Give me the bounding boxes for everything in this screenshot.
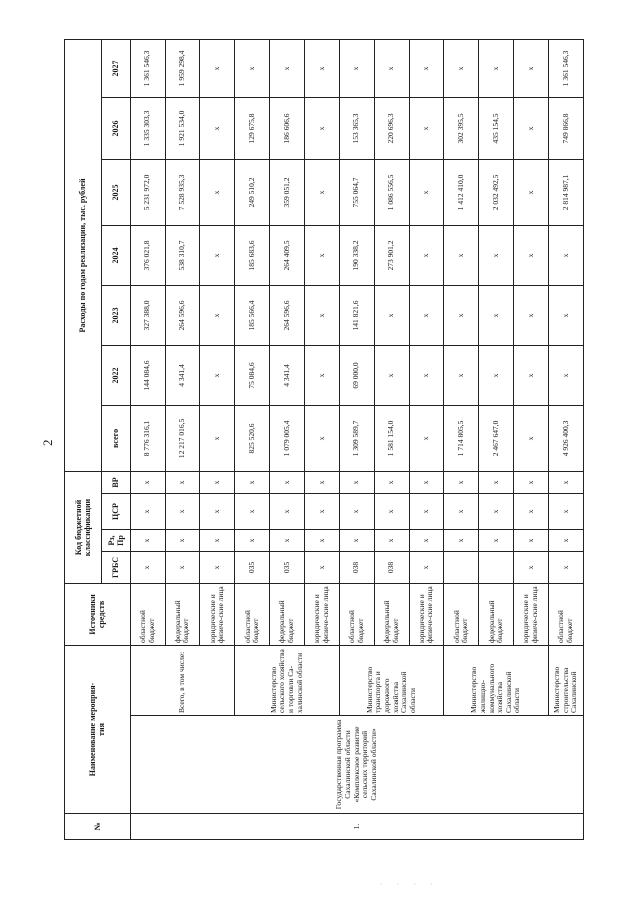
year-value: х	[304, 345, 339, 405]
csr-code: х	[409, 493, 444, 529]
year-value: х	[409, 285, 444, 345]
rzpr-code: х	[339, 529, 374, 551]
year-value: х	[514, 345, 549, 405]
vr-code: х	[374, 471, 409, 493]
vr-code: х	[200, 471, 235, 493]
year-value: х	[339, 39, 374, 97]
rzpr-code: х	[514, 529, 549, 551]
grbs-code	[479, 551, 514, 583]
funding-source: юридические и физиче-ские лица	[514, 583, 549, 645]
year-value: х	[409, 159, 444, 225]
total-value: 8 776 316,1	[130, 405, 165, 471]
year-value: х	[444, 225, 479, 285]
year-value: 376 021,8	[130, 225, 165, 285]
funding-source: юридические и физиче-ские лица	[304, 583, 339, 645]
year-value: 1 959 298,4	[165, 39, 200, 97]
year-value: х	[548, 225, 583, 285]
year-value: х	[479, 285, 514, 345]
total-value: 4 926 400,3	[548, 405, 583, 471]
grbs-code: х	[514, 551, 549, 583]
col-year-header: 2022	[101, 345, 130, 405]
csr-code: х	[514, 493, 549, 529]
year-value: 185 683,6	[235, 225, 270, 285]
year-value: 185 566,4	[235, 285, 270, 345]
table-row	[130, 39, 165, 839]
funding-source: областной бюджет	[339, 583, 374, 645]
col-csr-header: ЦСР	[101, 493, 130, 529]
funding-source: федеральный бюджет	[479, 583, 514, 645]
year-value: 273 901,2	[374, 225, 409, 285]
rzpr-code: х	[235, 529, 270, 551]
year-value: 69 000,0	[339, 345, 374, 405]
vr-code: х	[479, 471, 514, 493]
col-year-header: 2024	[101, 225, 130, 285]
year-value: 144 084,6	[130, 345, 165, 405]
year-value: х	[548, 345, 583, 405]
funding-source: федеральный бюджет	[374, 583, 409, 645]
year-value: 75 084,6	[235, 345, 270, 405]
year-value: х	[270, 39, 305, 97]
vr-code: х	[165, 471, 200, 493]
funding-source: юридические и физиче-ские лица	[200, 583, 235, 645]
col-year-header: 2027	[101, 39, 130, 97]
rzpr-code: х	[374, 529, 409, 551]
year-value: 249 510,2	[235, 159, 270, 225]
total-value: 2 467 647,0	[479, 405, 514, 471]
year-value: 264 409,5	[270, 225, 305, 285]
year-value: 435 154,5	[479, 97, 514, 159]
vr-code: х	[339, 471, 374, 493]
year-value: 538 310,7	[165, 225, 200, 285]
total-value: х	[409, 405, 444, 471]
csr-code: х	[200, 493, 235, 529]
vr-code: х	[514, 471, 549, 493]
year-value: х	[409, 39, 444, 97]
year-value: 141 821,6	[339, 285, 374, 345]
year-value: 2 814 987,1	[548, 159, 583, 225]
total-value: х	[200, 405, 235, 471]
year-value: 5 231 972,0	[130, 159, 165, 225]
year-value: х	[304, 39, 339, 97]
year-value: х	[409, 97, 444, 159]
col-grbs-header: ГРБС	[101, 551, 130, 583]
funding-source: областной бюджет	[130, 583, 165, 645]
csr-code: х	[165, 493, 200, 529]
vr-code: х	[304, 471, 339, 493]
year-value: 153 365,3	[339, 97, 374, 159]
year-value: 1 086 556,5	[374, 159, 409, 225]
grbs-code: х	[165, 551, 200, 583]
col-total-header: всего	[101, 405, 130, 471]
vr-code: х	[270, 471, 305, 493]
year-value: х	[235, 39, 270, 97]
rzpr-code: х	[444, 529, 479, 551]
year-value: 186 606,6	[270, 97, 305, 159]
year-value: х	[444, 39, 479, 97]
grbs-code: 035	[235, 551, 270, 583]
year-value: х	[444, 285, 479, 345]
year-value: 1 335 303,3	[130, 97, 165, 159]
col-year-header: 2025	[101, 159, 130, 225]
budget-table	[64, 39, 584, 840]
year-value: 264 596,6	[165, 285, 200, 345]
csr-code: х	[339, 493, 374, 529]
csr-code: х	[548, 493, 583, 529]
year-value: х	[479, 345, 514, 405]
col-year-header: 2023	[101, 285, 130, 345]
program-name: Государственная программа Сахалинской области «Комплексное развитие сельских территорий Сахалинской области»	[130, 716, 583, 814]
year-value: х	[304, 97, 339, 159]
vr-code: х	[444, 471, 479, 493]
year-value: х	[409, 225, 444, 285]
col-expenses-group-header: Расходы по годам реализации, тыс. рублей	[65, 39, 102, 471]
year-value: х	[200, 97, 235, 159]
vr-code: х	[130, 471, 165, 493]
rzpr-code: х	[270, 529, 305, 551]
year-value: 4 341,4	[165, 345, 200, 405]
year-value: х	[479, 225, 514, 285]
grbs-code: х	[409, 551, 444, 583]
total-value: 12 217 016,5	[165, 405, 200, 471]
funding-source: юридические и физиче-ские лица	[409, 583, 444, 645]
grbs-code: х	[130, 551, 165, 583]
year-value: х	[200, 159, 235, 225]
vr-code: х	[548, 471, 583, 493]
year-value: х	[304, 225, 339, 285]
rotated-page-content	[64, 40, 584, 840]
vr-code: х	[409, 471, 444, 493]
csr-code: х	[479, 493, 514, 529]
grbs-code	[444, 551, 479, 583]
total-value: 1 581 154,0	[374, 405, 409, 471]
header-row-1	[65, 39, 102, 839]
year-value: х	[304, 159, 339, 225]
executor-label: Министерство строительства Сахалинской	[548, 645, 583, 715]
year-value: х	[444, 345, 479, 405]
grbs-code: 038	[339, 551, 374, 583]
rzpr-code: х	[165, 529, 200, 551]
rzpr-code: х	[130, 529, 165, 551]
csr-code: х	[304, 493, 339, 529]
rzpr-code: х	[409, 529, 444, 551]
year-value: 302 395,5	[444, 97, 479, 159]
csr-code: х	[444, 493, 479, 529]
year-value: 1 361 546,3	[130, 39, 165, 97]
grbs-code: 038	[374, 551, 409, 583]
year-value: 220 696,3	[374, 97, 409, 159]
col-year-header: 2026	[101, 97, 130, 159]
funding-source: областной бюджет	[548, 583, 583, 645]
year-value: х	[374, 345, 409, 405]
year-value: х	[200, 345, 235, 405]
funding-source: федеральный бюджет	[270, 583, 305, 645]
col-vr-header: ВР	[101, 471, 130, 493]
grbs-code: 035	[270, 551, 305, 583]
year-value: 1 361 546,3	[548, 39, 583, 97]
total-value: 1 714 805,5	[444, 405, 479, 471]
year-value: х	[514, 39, 549, 97]
vr-code: х	[235, 471, 270, 493]
year-value: х	[479, 39, 514, 97]
year-value: х	[409, 345, 444, 405]
year-value: х	[374, 285, 409, 345]
executor-label: Всего, в том числе:	[130, 645, 235, 715]
col-sources-header: Источники средств	[65, 583, 131, 645]
year-value: х	[200, 285, 235, 345]
scan-noise: · · · ·	[380, 880, 439, 889]
total-value: 825 520,6	[235, 405, 270, 471]
year-value: х	[514, 225, 549, 285]
year-value: х	[514, 97, 549, 159]
funding-source: федеральный бюджет	[165, 583, 200, 645]
csr-code: х	[235, 493, 270, 529]
year-value: 749 866,8	[548, 97, 583, 159]
year-value: х	[514, 159, 549, 225]
year-value: 755 064,7	[339, 159, 374, 225]
col-number-header: №	[65, 814, 131, 840]
total-value: 1 309 589,7	[339, 405, 374, 471]
funding-source: областной бюджет	[444, 583, 479, 645]
year-value: 190 338,2	[339, 225, 374, 285]
rzpr-code: х	[200, 529, 235, 551]
year-value: 359 051,2	[270, 159, 305, 225]
funding-source: областной бюджет	[235, 583, 270, 645]
year-value: 2 032 492,5	[479, 159, 514, 225]
grbs-code: х	[304, 551, 339, 583]
executor-label: Министерство транспорта и дорожного хозяйства Сахалинской области	[339, 645, 444, 715]
year-value: 1 921 534,0	[165, 97, 200, 159]
year-value: х	[200, 39, 235, 97]
row-number: 1.	[130, 814, 583, 840]
total-value: х	[304, 405, 339, 471]
rzpr-code: х	[304, 529, 339, 551]
year-value: 129 675,8	[235, 97, 270, 159]
page-number: 2	[40, 439, 55, 446]
year-value: х	[200, 225, 235, 285]
csr-code: х	[270, 493, 305, 529]
col-rzpr-header: Рз, Пр	[101, 529, 130, 551]
csr-code: х	[130, 493, 165, 529]
col-name-header: Наименование мероприя- тия	[65, 645, 131, 813]
rzpr-code: х	[548, 529, 583, 551]
year-value: х	[514, 285, 549, 345]
grbs-code: х	[548, 551, 583, 583]
year-value: х	[548, 285, 583, 345]
year-value: 264 596,6	[270, 285, 305, 345]
grbs-code: х	[200, 551, 235, 583]
year-value: 1 412 410,0	[444, 159, 479, 225]
year-value: 7 528 935,3	[165, 159, 200, 225]
executor-label: Министерство сельского хозяйства и торговли Са-халинской области	[235, 645, 340, 715]
total-value: 1 079 005,4	[270, 405, 305, 471]
year-value: 327 388,0	[130, 285, 165, 345]
year-value: х	[304, 285, 339, 345]
csr-code: х	[374, 493, 409, 529]
col-code-group-header: Код бюджетной классификации	[65, 471, 102, 583]
rzpr-code: х	[479, 529, 514, 551]
year-value: 4 341,4	[270, 345, 305, 405]
year-value: х	[374, 39, 409, 97]
total-value: х	[514, 405, 549, 471]
executor-label: Министерство жилищно-коммунального хозяйства Сахалинской области	[444, 645, 549, 715]
